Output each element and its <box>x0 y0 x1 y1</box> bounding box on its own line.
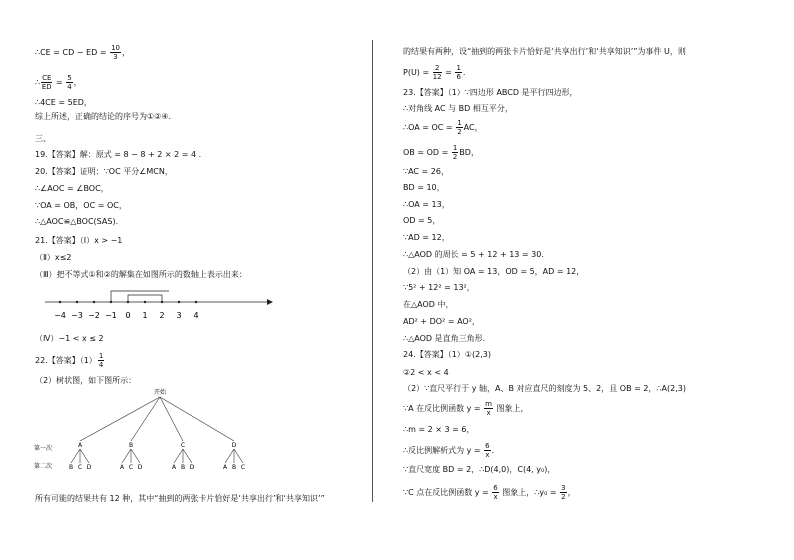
tree-branch <box>234 449 243 463</box>
r-line-8: BD = 10， <box>403 183 445 192</box>
answer-23: 23.【答案】（1）∵四边形 ABCD 是平行四边形， <box>403 88 578 97</box>
r-line-19: ②2 < x < 4 <box>403 368 449 377</box>
number-line <box>35 284 275 324</box>
text: . <box>491 446 495 455</box>
text: ， <box>121 48 130 57</box>
denominator: x <box>486 409 491 417</box>
text: = <box>53 78 66 87</box>
fraction <box>452 144 458 161</box>
answer-22 <box>35 352 105 369</box>
tree-node-level2: B <box>68 464 74 471</box>
tree-node-level2: B <box>180 464 186 471</box>
tree-node-level2: D <box>137 464 143 471</box>
numerator: m <box>485 400 492 408</box>
tick-label: −4 <box>54 311 66 320</box>
fraction <box>41 74 52 91</box>
numerator: 6 <box>485 442 490 450</box>
r-line-21 <box>403 400 529 417</box>
text: . <box>462 68 466 77</box>
r-line-10: OD = 5， <box>403 216 441 225</box>
tree-branch <box>80 449 89 463</box>
denominator: 4 <box>67 83 72 91</box>
r-line-13: （2）由（1）知 OA = 13，OD = 5，AD = 12， <box>403 267 585 276</box>
denominator: 2 <box>561 493 566 501</box>
answer-21-ii: （Ⅱ）x≤2 <box>35 253 72 262</box>
numerator: CE <box>42 74 52 82</box>
tick-label: 1 <box>142 311 148 320</box>
fraction <box>560 484 566 501</box>
r-line-7: ∵AC = 26， <box>403 167 449 176</box>
text: 22.【答案】（1） <box>35 356 97 365</box>
tree-branch <box>160 397 234 441</box>
tree-row2-label: 第二次 <box>34 463 53 470</box>
tree-branch <box>131 449 140 463</box>
tick-mark <box>127 301 129 303</box>
text: ∴反比例解析式为 y = <box>403 446 484 455</box>
tree-node-level2: A <box>222 464 228 471</box>
text: ， <box>567 488 576 497</box>
tree-root: 开始 <box>153 389 167 396</box>
tick-mark <box>161 301 163 303</box>
fraction <box>98 352 104 369</box>
text: ， <box>73 78 82 87</box>
line-ce-cd <box>35 44 130 61</box>
fraction <box>433 64 442 81</box>
r-line-ob-od <box>403 144 479 161</box>
tick-label: −3 <box>71 311 83 320</box>
text: ∴CE = CD − ED = <box>35 48 110 57</box>
text: = <box>442 68 455 77</box>
fraction <box>484 400 493 417</box>
text: BD， <box>459 148 479 157</box>
text: ∵C 点在反比例函数 y = <box>403 488 492 497</box>
tree-node-level2: C <box>240 464 246 471</box>
denominator: x <box>493 493 498 501</box>
numerator: 5 <box>67 74 72 82</box>
tree-diagram <box>30 386 290 478</box>
tree-branch <box>183 449 192 463</box>
denominator: ED <box>41 83 52 91</box>
tick-label: 2 <box>159 311 165 320</box>
r-line-oa-oc <box>403 119 483 136</box>
numerator: 1 <box>456 64 461 72</box>
fraction <box>492 484 498 501</box>
section-three: 三、 <box>35 134 51 143</box>
solution-bracket-1 <box>111 291 169 302</box>
column-divider <box>372 40 373 502</box>
r-line-1: 的结果有两种，设“抽到的两张卡片恰好是‘共享出行’和‘共享知识’”为事件 U，则 <box>403 47 686 56</box>
line-4ce: ∴4CE = 5ED， <box>35 98 92 107</box>
numerator: 2 <box>433 64 442 73</box>
tick-mark <box>195 301 197 303</box>
text: 图象上，∴y₀ = <box>499 488 560 497</box>
answer-20-line3: ∵OA = OB，OC = OC， <box>35 201 127 210</box>
answer-22-result: 所有可能的结果共有 12 种，其中“抽到的两张卡片恰好是‘共享出行’和‘共享知识’” <box>35 494 325 503</box>
answer-21: 21.【答案】（Ⅰ）x > −1 <box>35 236 123 245</box>
tick-mark <box>93 301 95 303</box>
line-conclusion: 综上所述，正确的结论的序号为①②④. <box>35 112 172 121</box>
tick-mark <box>110 301 112 303</box>
answer-19: 19.【答案】解：原式 = 8 − 8 + 2 × 2 = 4 . <box>35 150 202 159</box>
axis-arrow <box>267 299 273 305</box>
numerator: 10 <box>111 44 120 52</box>
numerator: 6 <box>493 484 498 492</box>
answer-21-iv: （Ⅳ）−1 < x ≤ 2 <box>35 334 104 343</box>
tick-mark <box>178 301 180 303</box>
r-line-22: ∴m = 2 × 3 = 6， <box>403 425 475 434</box>
tick-label: −2 <box>88 311 100 320</box>
denominator: 2 <box>452 153 458 161</box>
denominator: 4 <box>98 361 104 369</box>
tree-node-level1: A <box>77 442 83 449</box>
tree-node-level1: B <box>128 442 134 449</box>
text: 图象上， <box>494 404 529 413</box>
tree-node-level2: C <box>77 464 83 471</box>
tree-node-level1: C <box>180 442 186 449</box>
text: OB = OD = <box>403 148 451 157</box>
tree-branch <box>225 449 234 463</box>
denominator: 6 <box>456 73 461 81</box>
r-line-25 <box>403 484 576 501</box>
numerator: 1 <box>457 119 462 127</box>
r-line-9: ∴OA = 13， <box>403 200 450 209</box>
answer-22-tree-caption: （2）树状图，如下图所示： <box>35 376 137 385</box>
tree-node-level2: D <box>189 464 195 471</box>
text: ∵A 在反比例函数 y = <box>403 404 484 413</box>
r-line-23 <box>403 442 494 459</box>
line-ce-ed-ratio <box>35 74 82 91</box>
answer-21-iii: （Ⅲ）把不等式①和②的解集在如图所示的数轴上表示出来： <box>35 270 247 279</box>
numerator: 3 <box>561 484 566 492</box>
tree-branch <box>122 449 131 463</box>
tick-label: −1 <box>105 311 117 320</box>
tree-node-level2: B <box>231 464 237 471</box>
tree-row1-label: 第一次 <box>34 445 53 452</box>
tree-node-level2: A <box>171 464 177 471</box>
r-line-17: ∴△AOD 是直角三角形. <box>403 334 486 343</box>
tick-label: 0 <box>125 311 131 320</box>
denominator: 3 <box>113 53 118 61</box>
tick-label: 3 <box>176 311 182 320</box>
tree-branch <box>131 397 160 441</box>
fraction <box>66 74 72 91</box>
fraction <box>110 44 121 61</box>
r-line-probability <box>403 64 465 81</box>
fraction <box>456 119 462 136</box>
denominator: 12 <box>432 73 442 81</box>
tree-node-level2: D <box>86 464 92 471</box>
tree-node-level2: C <box>128 464 134 471</box>
denominator: x <box>485 451 490 459</box>
fraction <box>455 64 461 81</box>
numerator: 1 <box>98 352 104 360</box>
r-line-14: ∵5² + 12² = 13²， <box>403 283 475 292</box>
r-line-12: ∴△AOD 的周长 = 5 + 12 + 13 = 30. <box>403 250 544 259</box>
answer-20-line2: ∴∠AOC = ∠BOC， <box>35 184 109 193</box>
tick-mark <box>76 301 78 303</box>
text: ∴ <box>35 78 41 87</box>
answer-20: 20.【答案】证明：∵OC 平分∠MCN， <box>35 167 173 176</box>
tree-branch <box>71 449 80 463</box>
r-line-11: ∵AD = 12， <box>403 233 450 242</box>
text: ∴OA = OC = <box>403 123 456 132</box>
tree-node-level1: D <box>231 442 237 449</box>
tree-node-level2: A <box>119 464 125 471</box>
text: AC， <box>463 123 483 132</box>
answer-20-line4: ∴△AOC≌△BOC(SAS). <box>35 217 119 226</box>
r-line-20: （2）∵直尺平行于 y 轴，A、B 对应直尺的刻度为 5、2，且 OB = 2，∴A(2,3) <box>403 384 686 393</box>
tree-branch <box>174 449 183 463</box>
r-line-4: ∴对角线 AC 与 BD 相互平分， <box>403 104 513 113</box>
denominator: 2 <box>457 128 462 136</box>
r-line-15: 在△AOD 中， <box>403 300 454 309</box>
tree-branch <box>80 397 160 441</box>
r-line-24: ∵直尺宽度 BD = 2，∴D(4,0)，C(4, y₀)， <box>403 465 556 474</box>
fraction <box>484 442 490 459</box>
r-line-16: AD² + DO² = AO²， <box>403 317 480 326</box>
tick-mark <box>59 301 61 303</box>
text: P(U) = <box>403 68 432 77</box>
tick-label: 4 <box>193 311 199 320</box>
numerator: 1 <box>452 144 458 152</box>
tick-mark <box>144 301 146 303</box>
answer-24: 24.【答案】（1）①(2,3) <box>403 350 491 359</box>
